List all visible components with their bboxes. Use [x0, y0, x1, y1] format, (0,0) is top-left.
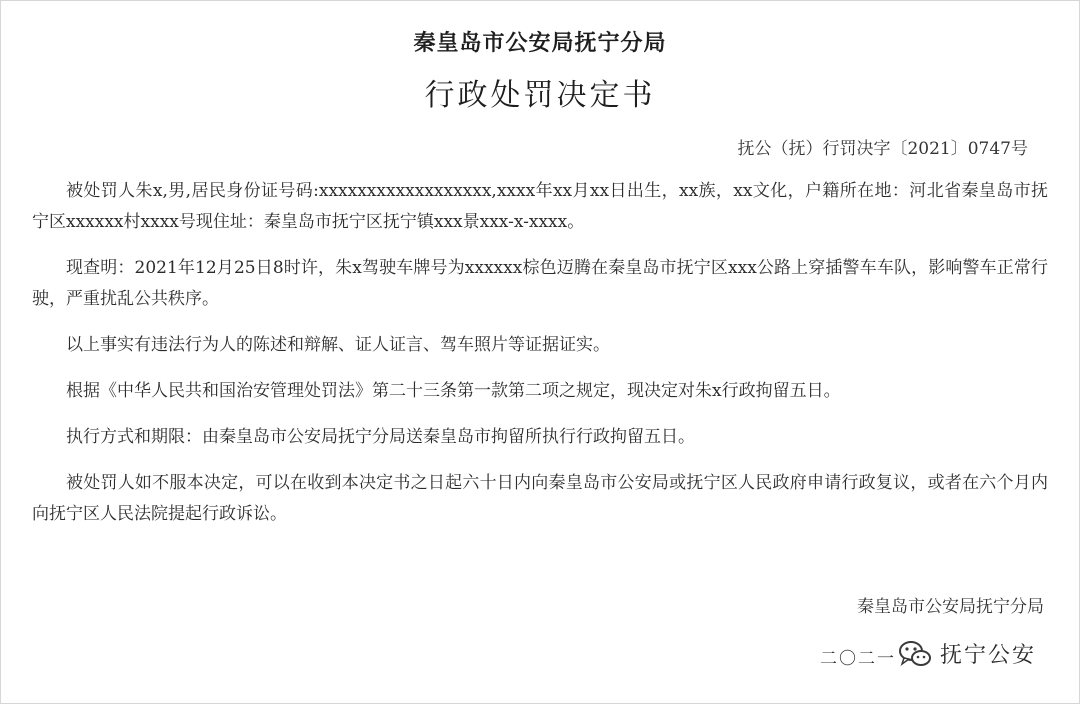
signing-agency: 秦皇岛市公安局抚宁分局 — [857, 597, 1044, 617]
watermark — [898, 638, 1036, 669]
issue-date: 二〇二一 — [820, 649, 896, 669]
paragraph-findings: 现查明：2021年12月25日8时许，朱x驾驶车牌号为xxxxxx棕色迈腾在秦皇岛市抚宁区xxx公路上穿插警车车队，影响警车正常行驶，严重扰乱公共秩序。 — [32, 258, 1048, 309]
paragraph-appeal: 被处罚人如不服本决定，可以在收到本决定书之日起六十日内向秦皇岛市公安局或抚宁区人民政府申请行政复议，或者在六个月内向抚宁区人民法院提起行政诉讼。 — [32, 473, 1048, 524]
paragraph-subject: 被处罚人朱x,男,居民身份证号码:xxxxxxxxxxxxxxxxxx,xxxx年xx月xx日出生，xx族，xx文化，户籍所在地：河北省秦皇岛市抚宁区xxxxxx村xxxx号现住址：秦皇岛市抚宁区抚宁镇xxx景xxx-x-xxxx。 — [32, 181, 1048, 232]
document-number: 抚公（抚）行罚决字〔2021〕0747号 — [737, 139, 1028, 159]
document-body — [32, 176, 1048, 545]
paragraph-decision: 根据《中华人民共和国治安管理处罚法》第二十三条第一款第二项之规定，现决定对朱x行政拘留五日。 — [66, 381, 841, 401]
document-title: 行政处罚决定书 — [424, 78, 656, 113]
paragraph-evidence: 以上事实有违法行为人的陈述和辩解、证人证言、驾车照片等证据证实。 — [66, 335, 610, 355]
agency-title: 秦皇岛市公安局抚宁分局 — [413, 30, 667, 56]
paragraph-execution: 执行方式和期限：由秦皇岛市公安局抚宁分局送秦皇岛市拘留所执行行政拘留五日。 — [66, 427, 695, 447]
watermark-text: 抚宁公安 — [940, 643, 1037, 668]
wechat-icon — [898, 639, 932, 669]
